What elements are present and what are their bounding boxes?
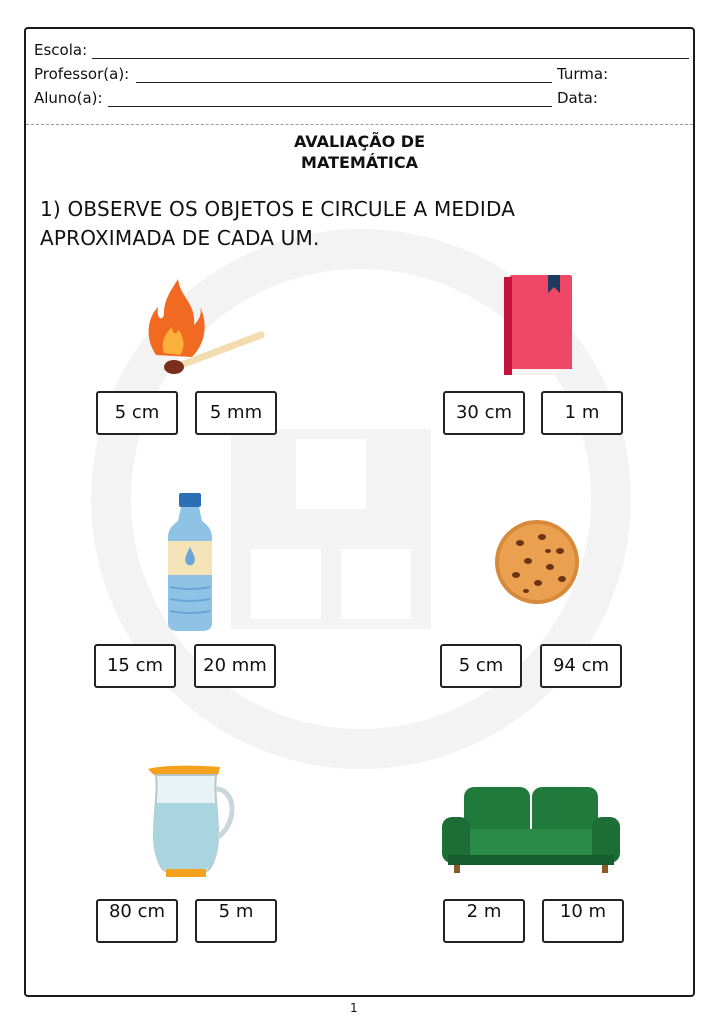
title-line-2: MATEMÁTICA <box>301 153 418 172</box>
option-box[interactable] <box>96 899 178 943</box>
option-box[interactable] <box>195 899 277 943</box>
header-divider <box>26 124 693 125</box>
option-label: 5 mm <box>209 402 263 423</box>
student-line[interactable] <box>108 106 552 107</box>
option-label: 94 cm <box>552 655 610 676</box>
cookie-icon <box>492 517 582 607</box>
student-label: Aluno(a): <box>34 89 103 107</box>
question-line-1: 1) OBSERVE OS OBJETOS E CIRCULE A MEDIDA <box>40 197 516 221</box>
option-box[interactable] <box>96 391 178 435</box>
option-label: 20 mm <box>203 655 267 676</box>
option-box[interactable] <box>541 391 623 435</box>
option-box[interactable] <box>94 644 176 688</box>
class-label: Turma: <box>557 65 609 83</box>
option-label: 5 cm <box>458 655 504 676</box>
worksheet-frame <box>24 27 695 997</box>
option-label: 5 cm <box>114 402 160 423</box>
pitcher-icon <box>144 763 242 881</box>
option-box[interactable] <box>443 899 525 943</box>
teacher-label: Professor(a): <box>34 65 130 83</box>
sofa-icon <box>440 783 622 875</box>
option-box[interactable] <box>542 899 624 943</box>
option-box[interactable] <box>194 644 276 688</box>
option-box[interactable] <box>195 391 277 435</box>
option-label: 15 cm <box>106 655 164 676</box>
water-bottle-icon <box>162 491 218 633</box>
option-label: 1 m <box>564 402 600 423</box>
option-label: 5 m <box>218 901 254 922</box>
question-1 <box>40 195 640 253</box>
school-label: Escola: <box>34 41 88 59</box>
school-line[interactable] <box>92 58 689 59</box>
match-icon <box>136 277 266 377</box>
option-label: 2 m <box>466 901 502 922</box>
book-icon <box>500 273 576 379</box>
option-box[interactable] <box>540 644 622 688</box>
title-line-1: AVALIAÇÃO DE <box>293 132 425 151</box>
option-label: 30 cm <box>455 402 513 423</box>
question-line-2: APROXIMADA DE CADA UM. <box>40 226 320 250</box>
date-label: Data: <box>557 89 598 107</box>
page-number: 1 <box>350 1001 358 1015</box>
option-box[interactable] <box>443 391 525 435</box>
option-label: 80 cm <box>108 901 166 922</box>
option-label: 10 m <box>559 901 607 922</box>
teacher-line[interactable] <box>136 82 552 83</box>
option-box[interactable] <box>440 644 522 688</box>
